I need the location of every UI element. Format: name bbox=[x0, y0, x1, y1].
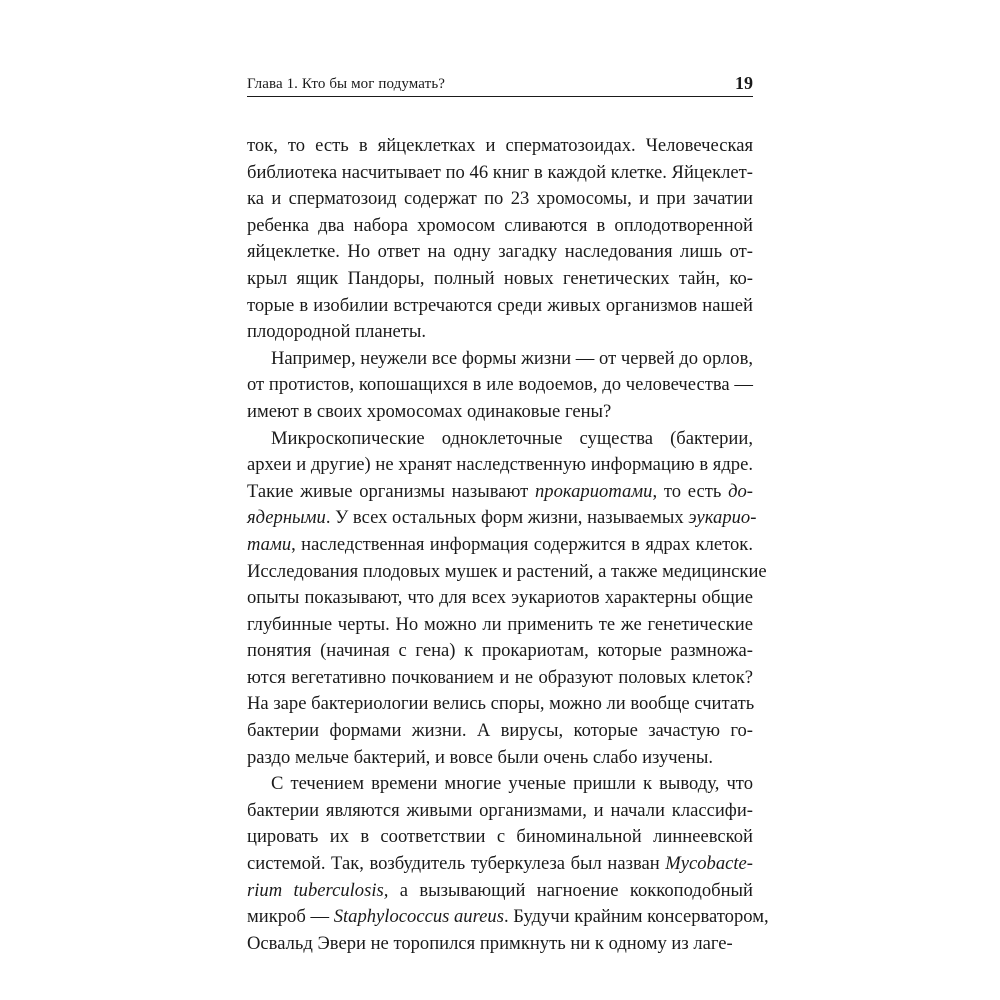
text-run: понятия (начиная с гена) к прокариотам, которые размножа- bbox=[247, 640, 753, 662]
text-run: . У всех остальных форм жизни, называемых bbox=[325, 507, 689, 529]
text-line bbox=[247, 133, 753, 160]
header-rule bbox=[247, 96, 753, 97]
text-line bbox=[247, 186, 753, 213]
text-run: ка и сперматозоид содержат по 23 хромосомы, и при зачатии bbox=[247, 188, 753, 210]
text-line bbox=[247, 239, 753, 266]
italic-term: до- bbox=[728, 480, 753, 502]
text-line bbox=[247, 346, 753, 373]
text-run: Например, неужели все формы жизни — от червей до орлов, bbox=[271, 347, 754, 369]
text-run: Микроскопические одноклеточные существа (бактерии, bbox=[271, 427, 753, 449]
text-run: ются вегетативно почкованием и не образуют половых клеток? bbox=[247, 666, 753, 688]
text-line bbox=[247, 851, 753, 878]
text-line bbox=[247, 904, 769, 931]
running-head bbox=[247, 70, 753, 96]
chapter-title: Глава 1. Кто бы мог подумать? bbox=[247, 76, 446, 92]
text-run: Исследования плодовых мушек и растений, а также медицинские bbox=[247, 560, 767, 582]
text-line bbox=[247, 771, 753, 798]
text-line bbox=[247, 266, 753, 293]
text-run: , то есть bbox=[652, 480, 729, 502]
text-run: торые в изобилии встречаются среди живых организмов нашей bbox=[247, 294, 753, 316]
text-line bbox=[247, 426, 753, 453]
text-run: библиотека насчитывает по 46 книг в каждой клетке. Яйцеклет- bbox=[247, 161, 753, 183]
text-line bbox=[247, 824, 753, 851]
text-run: С течением времени многие ученые пришли к выводу, что bbox=[271, 773, 753, 795]
text-line bbox=[247, 931, 753, 958]
text-line bbox=[247, 293, 753, 320]
text-run: ребенка два набора хромосом сливаются в оплодотворенной bbox=[247, 214, 753, 236]
text-run: яйцеклетке. Но ответ на одну загадку наследования лишь от- bbox=[247, 241, 753, 263]
text-run: . Будучи крайним консерватором, bbox=[503, 906, 769, 928]
text-run: плодородной планеты. bbox=[247, 321, 427, 343]
text-line bbox=[247, 160, 753, 187]
text-run: системой. Так, возбудитель туберкулеза был назван bbox=[247, 853, 666, 875]
text-line bbox=[247, 612, 753, 639]
text-run: На заре бактериологии велись споры, можно ли вообще считать bbox=[247, 693, 755, 715]
text-line bbox=[247, 399, 753, 426]
text-line bbox=[247, 452, 753, 479]
text-line bbox=[247, 505, 757, 532]
text-line bbox=[247, 585, 753, 612]
italic-term: ядерными bbox=[247, 507, 326, 529]
text-run: а вызывающий нагноение коккоподобный bbox=[388, 879, 753, 901]
text-run: Такие живые организмы называют bbox=[247, 480, 535, 502]
text-run: имеют в своих хромосомах одинаковые гены? bbox=[247, 400, 612, 422]
text-line bbox=[247, 718, 753, 745]
text-run: раздо мельче бактерий, и вовсе были очень слабо изучены. bbox=[247, 746, 713, 768]
text-run: археи и другие) не хранят наследственную информацию в ядре. bbox=[247, 454, 753, 476]
text-line bbox=[247, 479, 753, 506]
text-line bbox=[247, 878, 753, 905]
italic-term: эукарио- bbox=[688, 507, 757, 529]
text-line bbox=[247, 213, 753, 240]
text-run: глубинные черты. Но можно ли применить те же генетические bbox=[247, 613, 753, 635]
text-run: ток, то есть в яйцеклетках и сперматозоидах. Человеческая bbox=[247, 135, 753, 156]
italic-term: rium tuberculosis, bbox=[247, 879, 389, 901]
body-text bbox=[247, 133, 769, 957]
italic-term: Staphylococcus aureus bbox=[333, 906, 504, 928]
text-line bbox=[247, 798, 753, 825]
text-line bbox=[247, 638, 753, 665]
text-line bbox=[247, 691, 753, 718]
page-number: 19 bbox=[735, 73, 753, 93]
italic-term: прокариотами bbox=[535, 480, 653, 502]
italic-term: Mycobacte- bbox=[665, 853, 753, 875]
text-run: крыл ящик Пандоры, полный новых генетических тайн, ко- bbox=[247, 267, 753, 289]
text-run: , наследственная информация содержится в ядрах клеток. bbox=[291, 533, 753, 555]
text-run: бактерии являются живыми организмами, и начали классифи- bbox=[247, 799, 753, 821]
text-run: Освальд Эвери не торопился примкнуть ни к одному из лаге- bbox=[247, 932, 733, 954]
text-run: микроб — bbox=[247, 906, 334, 928]
text-run: цировать их в соответствии с биноминальной линнеевской bbox=[247, 826, 753, 848]
text-line bbox=[247, 532, 753, 559]
text-line bbox=[247, 665, 753, 692]
text-run: опыты показывают, что для всех эукариотов характерны общие bbox=[247, 587, 753, 609]
text-run: от протистов, копошащихся в иле водоемов, до человечества — bbox=[247, 374, 753, 396]
text-line bbox=[247, 745, 753, 772]
text-line bbox=[247, 372, 753, 399]
italic-term: тами bbox=[247, 533, 292, 555]
text-line bbox=[247, 319, 753, 346]
book-page bbox=[247, 70, 769, 957]
text-line bbox=[247, 559, 767, 586]
text-run: бактерии формами жизни. А вирусы, которые зачастую го- bbox=[247, 720, 753, 742]
